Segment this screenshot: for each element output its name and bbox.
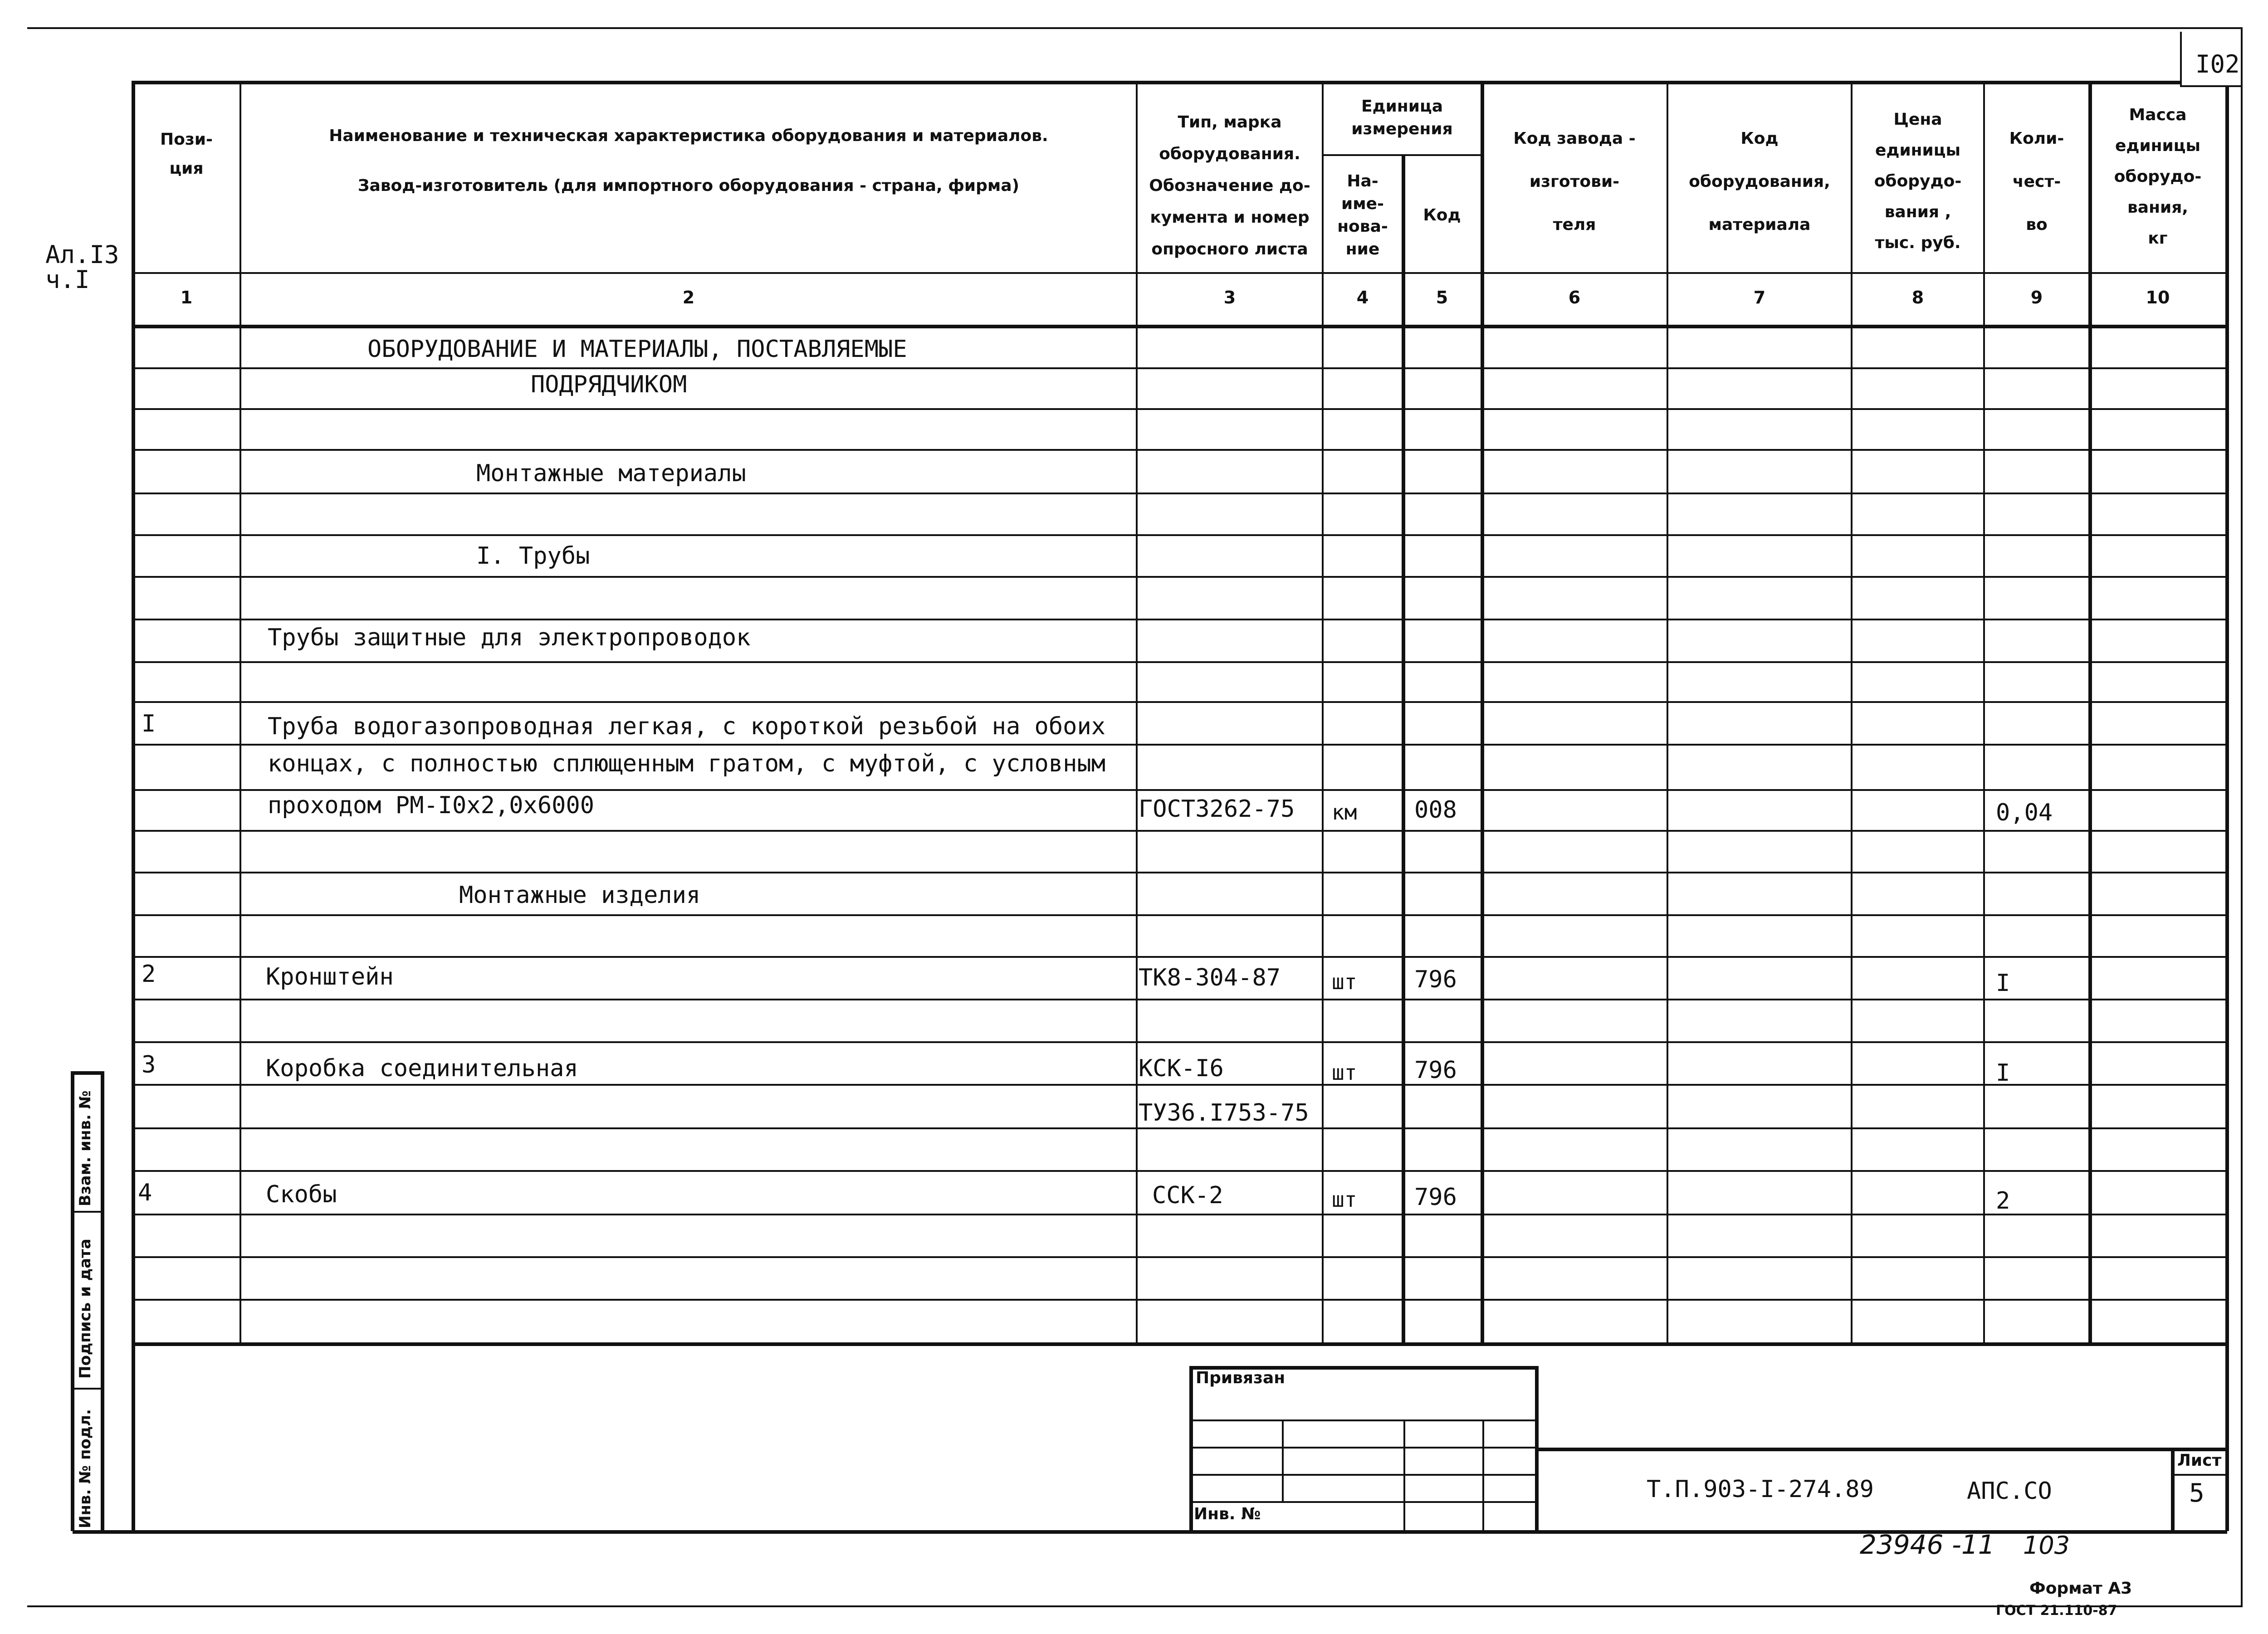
col-line-2 [1136, 82, 1138, 1343]
column-number: 3 [1223, 288, 1236, 307]
item-unit-code: 796 [1414, 1057, 1457, 1084]
row-line [132, 1299, 2225, 1301]
item-name: Скобы [266, 1181, 337, 1208]
stamp-col-line [1403, 1419, 1405, 1531]
stamp-row-line [1189, 1474, 1537, 1476]
side-sign-date: Подпись и дата [76, 1239, 94, 1379]
column-number: 4 [1356, 288, 1369, 307]
stamp-doc-top [1535, 1448, 2227, 1451]
item-type-cont: ТУ36.I753-75 [1139, 1099, 1309, 1127]
side-strip-top [71, 1071, 103, 1075]
format-label: Формат А3 [2029, 1579, 2132, 1598]
doc-code: Т.П.903-I-274.89 [1647, 1476, 1874, 1503]
row-line [132, 1084, 2225, 1086]
corner-box-left [2180, 32, 2182, 85]
item-quantity: I [1996, 1059, 2010, 1087]
stamp-col-line [1282, 1419, 1284, 1501]
doc-mark: АПС.СО [1967, 1478, 2052, 1505]
row-line [132, 872, 2225, 873]
archive-page: 103 [2023, 1531, 2070, 1560]
col-line-7 [1851, 82, 1853, 1343]
side-strip-div [71, 1388, 103, 1390]
section-title: ОБОРУДОВАНИЕ И МАТЕРИАЛЫ, ПОСТАВЛЯЕМЫЕ [367, 336, 907, 363]
sheet-number: 5 [2189, 1478, 2204, 1508]
section-title-cont: ПОДРЯДЧИКОМ [531, 371, 687, 398]
top-border-line [27, 27, 2241, 29]
album-part: ч.I [45, 265, 90, 294]
header-mass: Масса единицы оборудо- вания, кг [2114, 106, 2202, 248]
corner-box-bottom [2180, 85, 2241, 87]
item-quantity: 0,04 [1996, 799, 2053, 826]
stamp-row-line [1189, 1501, 1537, 1503]
column-number: 10 [2146, 288, 2170, 307]
column-number: 6 [1568, 288, 1581, 307]
side-strip-right [101, 1071, 104, 1531]
row-line [132, 701, 2225, 703]
item-name-cont: проходом РМ-I0х2,0х6000 [268, 792, 595, 819]
side-inv-orig: Инв. № подл. [76, 1409, 94, 1528]
sheet-box-mid [2171, 1474, 2227, 1476]
row-line [132, 914, 2225, 916]
col-line-4 [1402, 154, 1405, 1343]
table-body-bottom [132, 1342, 2225, 1346]
item-position: 2 [142, 961, 156, 988]
unit-group-line [1322, 154, 1481, 156]
row-line [132, 408, 2225, 410]
row-line [132, 1041, 2225, 1043]
item-unit: шт [1332, 1060, 1357, 1085]
header-name: Наименование и техническая характеристика оборудования и материалов. Завод-изготовитель (для импортного оборудования - страна, фирма) [329, 127, 1048, 195]
item-quantity: I [1996, 970, 2010, 997]
row-line [132, 830, 2225, 832]
subsection-title: I. Трубы [476, 542, 590, 570]
col-line-1 [240, 82, 241, 1343]
gost-label: ГОСТ 21.110-87 [1996, 1603, 2117, 1615]
column-number: 9 [2030, 288, 2043, 307]
column-number: 8 [1911, 288, 1924, 307]
item-position: 3 [142, 1051, 156, 1078]
item-type: ССК-2 [1152, 1182, 1223, 1209]
group-title: Трубы защитные для электропроводок [268, 624, 751, 651]
row-line [132, 449, 2225, 451]
row-line [132, 534, 2225, 536]
row-line [132, 1127, 2225, 1129]
sheet-box-left [2171, 1448, 2175, 1531]
inv-label: Инв. № [1194, 1505, 1261, 1523]
header-unit-group: Единица измерения [1351, 97, 1453, 138]
column-number: 5 [1436, 288, 1448, 307]
header-type: Тип, марка оборудования. Обозначение до- кумента и номер опросного листа [1149, 113, 1310, 259]
subsection-title: Монтажные материалы [476, 460, 746, 487]
col-line-9 [2088, 82, 2092, 1343]
bottom-border-line [27, 1605, 2243, 1607]
col-line-5 [1481, 82, 1484, 1343]
side-replace-inv: Взам. инв. № [76, 1090, 94, 1206]
table-right-border [2225, 85, 2229, 1531]
header-unit-price: Цена единицы оборудо- вания , тыс. руб. [1874, 110, 1962, 252]
stamp-row-line [1189, 1447, 1537, 1449]
item-unit-code: 796 [1414, 1184, 1457, 1211]
item-type: ГОСТ3262-75 [1139, 795, 1295, 823]
row-line [132, 956, 2225, 958]
item-position: 4 [138, 1179, 152, 1206]
bold-box-top [1402, 325, 2088, 328]
item-unit: км [1332, 800, 1357, 824]
item-unit-code: 796 [1414, 966, 1457, 993]
header-bottom-line [132, 272, 2225, 274]
row-line [132, 576, 2225, 578]
row-line [132, 493, 2225, 494]
item-name: Коробка соединительная [266, 1055, 578, 1082]
archive-number: 23946 -11 [1860, 1529, 1995, 1560]
row-line [132, 661, 2225, 663]
album-ref: Ал.I3 [45, 240, 119, 269]
stamp-col-line [1482, 1419, 1484, 1531]
header-equipment-code: Код оборудования, материала [1689, 129, 1830, 234]
item-name-cont: концах, с полностью сплющенным гратом, с муфтой, с условным [268, 750, 1106, 777]
column-number: 7 [1753, 288, 1766, 307]
table-top-border [132, 81, 2180, 84]
stamp-row-line [1189, 1419, 1537, 1421]
header-plant-code: Код завода - изготови- теля [1513, 129, 1636, 234]
item-unit-code: 008 [1414, 796, 1457, 824]
subsection-title: Монтажные изделия [459, 882, 701, 909]
row-line [132, 619, 2225, 620]
row-line [132, 1170, 2225, 1172]
header-unit-name: На- име- нова- ние [1337, 172, 1388, 259]
row-line [132, 744, 2225, 746]
col-line-6 [1667, 82, 1668, 1343]
stamp-left [1189, 1366, 1193, 1531]
side-strip-div [71, 1211, 103, 1213]
row-line [132, 999, 2225, 1000]
bound-label: Привязан [1196, 1369, 1286, 1387]
column-number: 2 [682, 288, 695, 307]
item-name: Труба водогазопроводная легкая, с короткой резьбой на обоих [268, 713, 1106, 740]
item-name: Кронштейн [266, 963, 394, 990]
right-border-line [2241, 27, 2243, 1605]
item-type: ТК8-304-87 [1139, 964, 1281, 991]
side-strip-left [71, 1071, 74, 1531]
item-position: I [142, 710, 156, 737]
header-quantity: Коли- чест- во [2009, 129, 2064, 234]
row-line [132, 367, 2225, 369]
column-number: 1 [180, 288, 193, 307]
row-line [132, 1214, 2225, 1215]
sheet-corner-number: I02 [2195, 50, 2240, 78]
row-line [132, 789, 2225, 791]
item-unit: шт [1332, 1187, 1357, 1212]
header-unit-code: Код [1423, 206, 1461, 224]
item-unit: шт [1332, 970, 1357, 994]
col-line-8 [1983, 82, 1985, 1343]
sheet-label: Лист [2177, 1451, 2222, 1470]
row-line [132, 1256, 2225, 1258]
header-position: Пози- ция [160, 130, 213, 178]
item-quantity: 2 [1996, 1187, 2010, 1215]
item-type: КСК-I6 [1139, 1055, 1224, 1082]
